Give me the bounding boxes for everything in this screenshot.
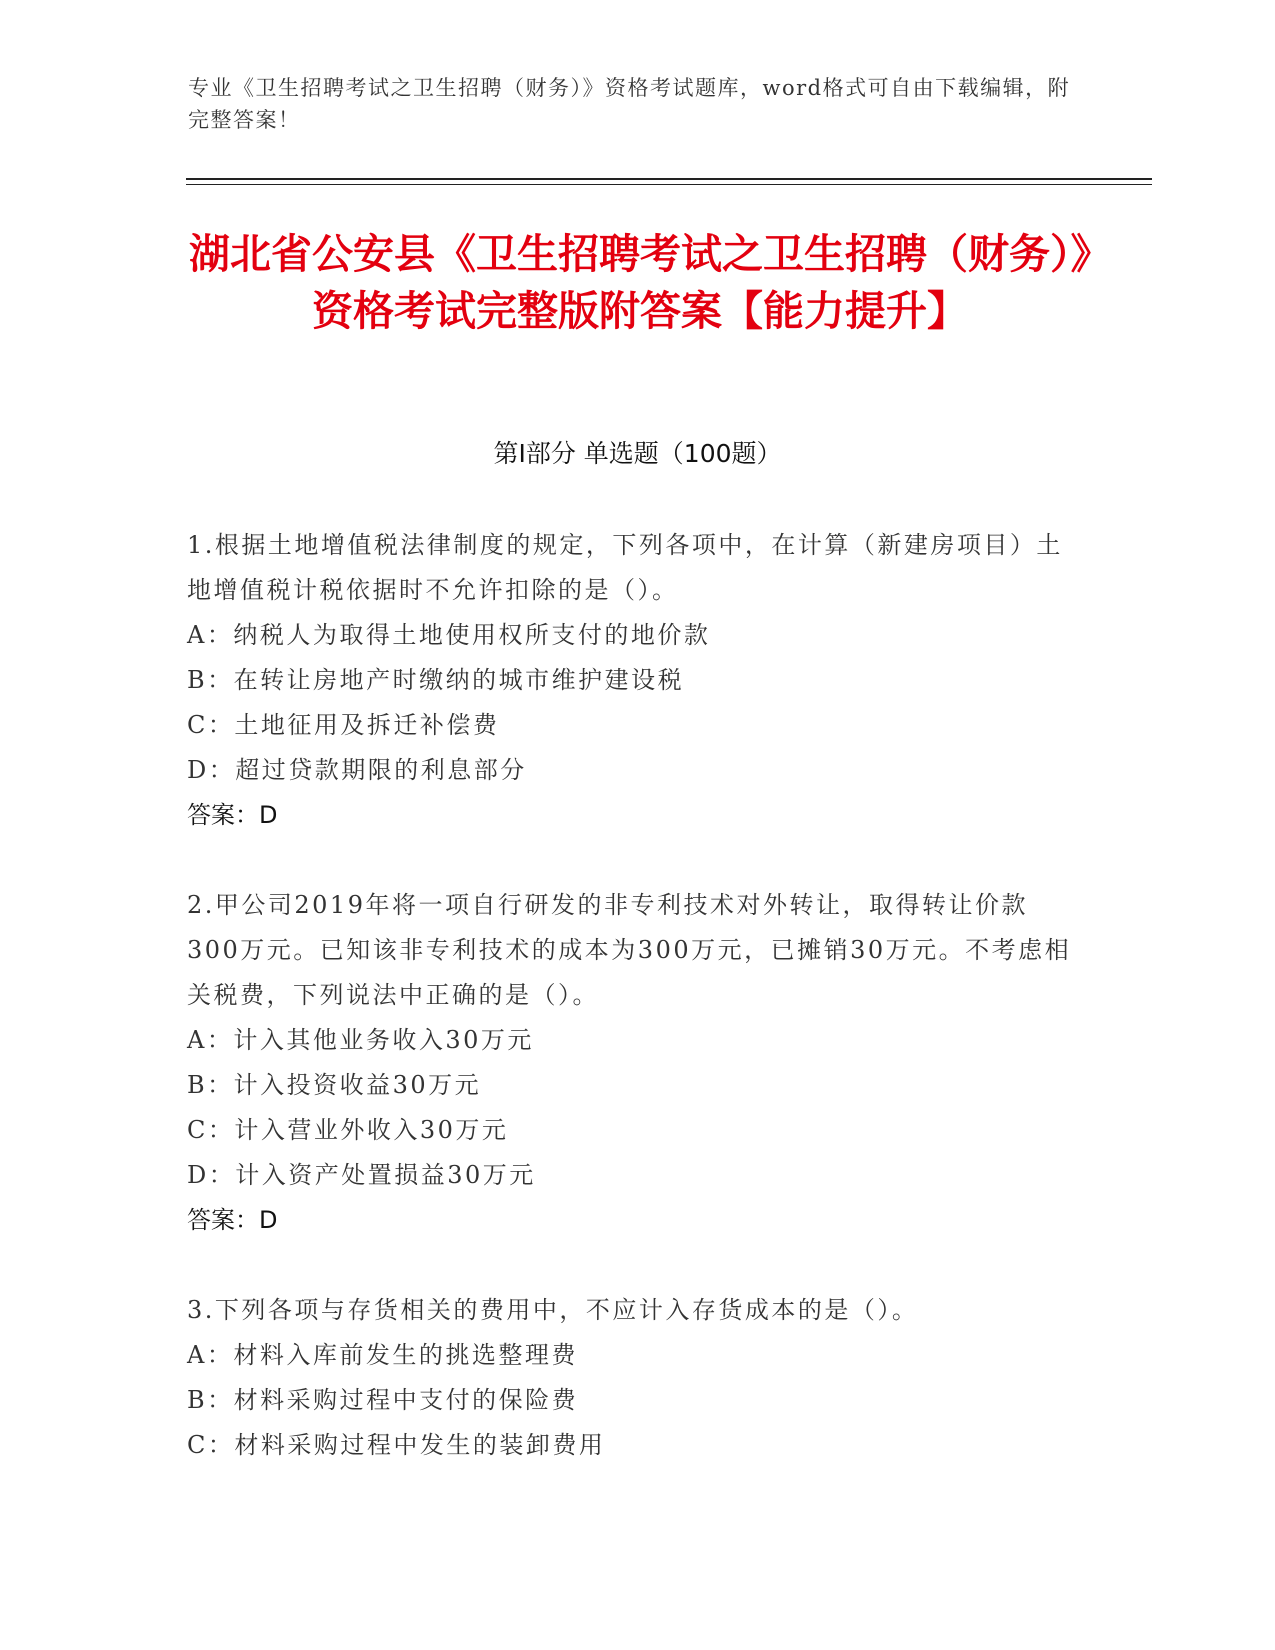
header-divider-thick — [186, 178, 1152, 180]
option-c: C：土地征用及拆迁补偿费 — [187, 711, 500, 739]
question-list — [187, 523, 1077, 1513]
question-1 — [187, 523, 1077, 838]
question-3 — [187, 1288, 1077, 1468]
question-stem: 1.根据土地增值税法律制度的规定，下列各项中，在计算（新建房项目）土地增值税计税依据时不允许扣除的是（）。 — [187, 531, 1063, 604]
header-divider-thin — [186, 184, 1152, 185]
option-b: B：计入投资收益30万元 — [187, 1071, 482, 1099]
option-b: B：材料采购过程中支付的保险费 — [187, 1386, 579, 1414]
option-a: A：计入其他业务收入30万元 — [187, 1026, 534, 1054]
section-title: 第Ⅰ部分 单选题（100题） — [493, 439, 782, 468]
option-c: C：计入营业外收入30万元 — [187, 1116, 509, 1144]
question-stem: 2.甲公司2019年将一项自行研发的非专利技术对外转让，取得转让价款300万元。已知该非专利技术的成本为300万元，已摊销30万元。不考虑相关税费，下列说法中正确的是（）。 — [187, 891, 1072, 1009]
option-a: A：纳税人为取得土地使用权所支付的地价款 — [187, 621, 711, 649]
option-b: B：在转让房地产时缴纳的城市维护建设税 — [187, 666, 685, 694]
answer: 答案：D — [187, 1206, 278, 1234]
question-2 — [187, 883, 1077, 1243]
option-a: A：材料入库前发生的挑选整理费 — [187, 1341, 578, 1369]
option-d: D：超过贷款期限的利息部分 — [187, 756, 527, 784]
question-stem: 3.下列各项与存货相关的费用中，不应计入存货成本的是（）。 — [187, 1296, 919, 1324]
option-c: C：材料采购过程中发生的装卸费用 — [187, 1431, 606, 1459]
answer: 答案：D — [187, 801, 278, 829]
document-title: 湖北省公安县《卫生招聘考试之卫生招聘（财务）》资格考试完整版附答案【能力提升】 — [189, 230, 1091, 335]
header-note: 专业《卫生招聘考试之卫生招聘（财务）》资格考试题库，word格式可自由下载编辑，附完整答案！ — [188, 76, 1071, 132]
option-d: D：计入资产处置损益30万元 — [187, 1161, 536, 1189]
